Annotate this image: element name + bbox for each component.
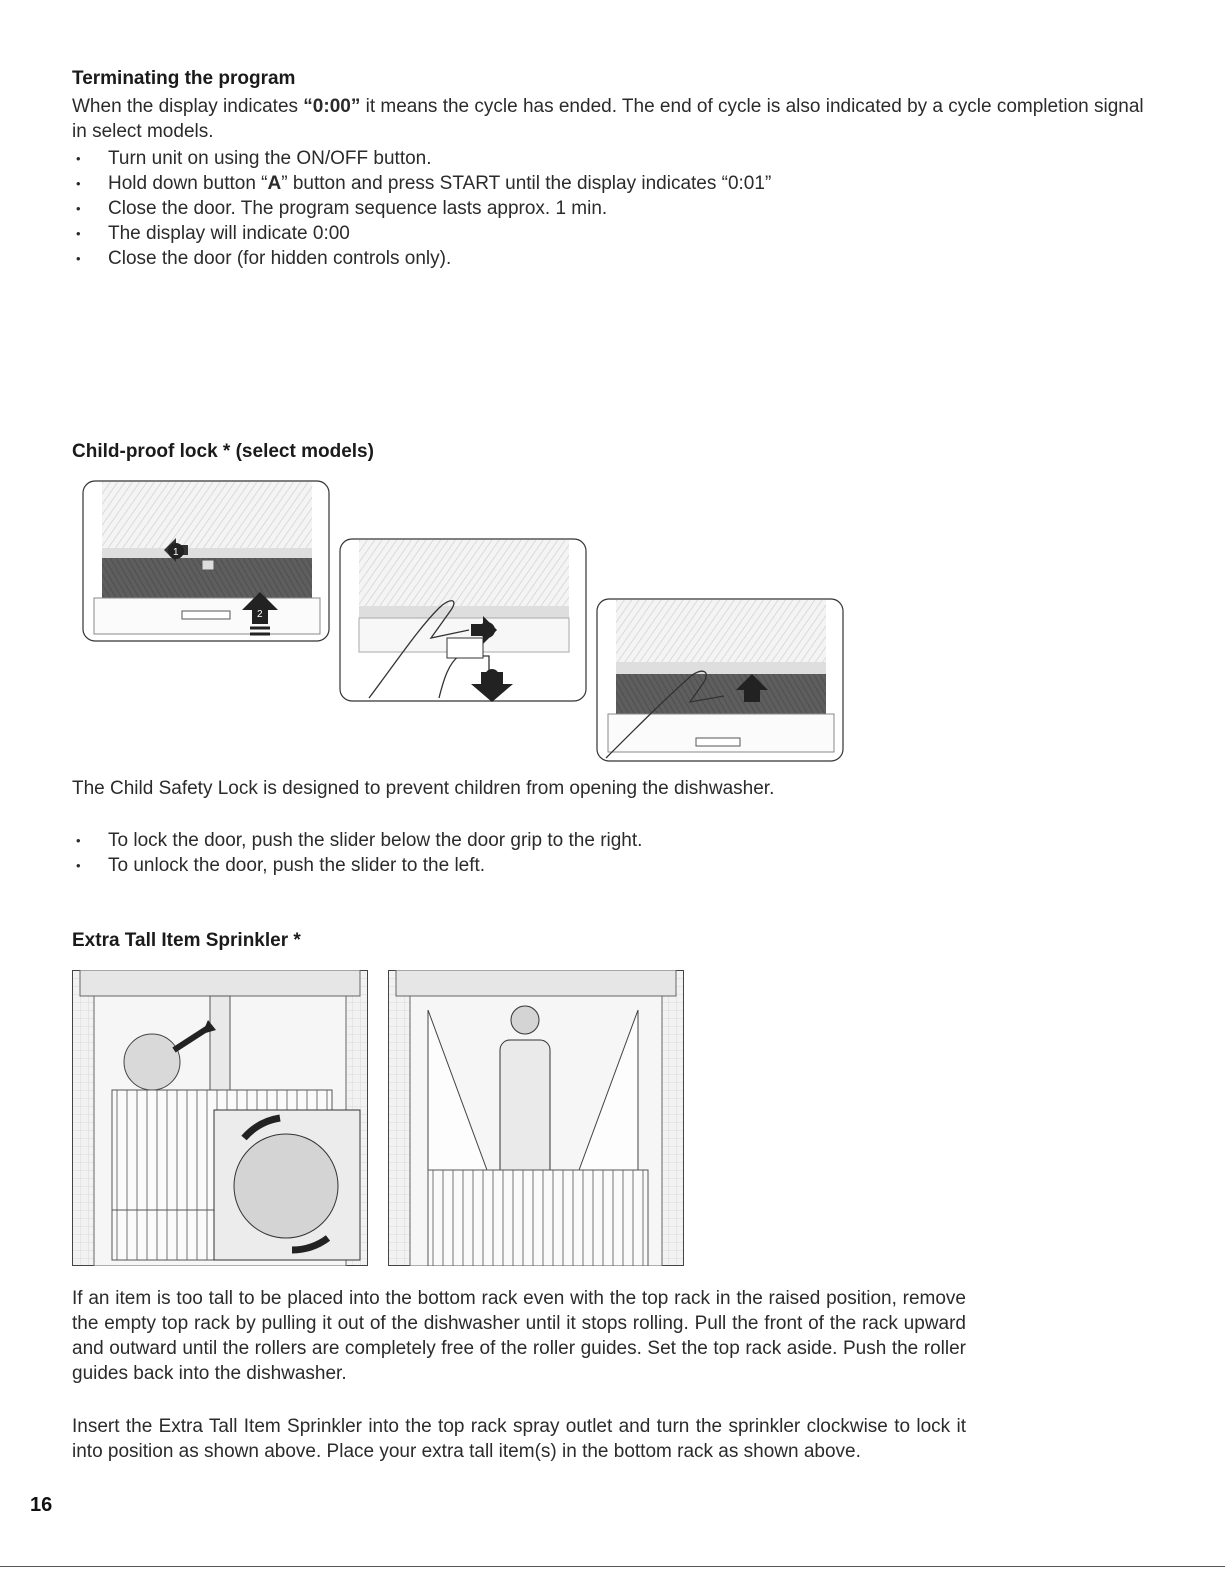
section-heading: Child-proof lock * (select models) — [72, 441, 374, 462]
text-run: When the display indicates — [72, 96, 304, 117]
list-item: • Close the door (for hidden controls only). — [72, 246, 1152, 271]
paragraph: The Child Safety Lock is designed to prevent children from opening the dishwasher. — [72, 778, 775, 799]
child-lock-figure-2 — [339, 538, 587, 704]
bullet-list — [72, 828, 872, 878]
bullet-list — [72, 146, 1152, 271]
list-item: • Turn unit on using the ON/OFF button. — [72, 146, 1152, 171]
bottom-rule — [0, 1566, 1225, 1567]
paragraph: If an item is too tall to be placed into the bottom rack even with the top rack in the raised position, remove the empty top rack by pulling it out of the dishwasher until it stops rolling. Pull the front of the rack upward and outward until the rollers are completely free of the roller guides. Set the top rack aside. Push the roller guides back into the dishwasher. — [72, 1288, 966, 1384]
list-item: • To unlock the door, push the slider to the left. — [72, 853, 872, 878]
list-item — [72, 171, 1152, 196]
sprinkler-figure-2 — [388, 970, 684, 1266]
figure-label-1: 1 — [173, 547, 179, 558]
text-run: Hold down button “ — [108, 173, 268, 194]
section-heading: Extra Tall Item Sprinkler * — [72, 930, 301, 951]
button-name: A — [267, 173, 282, 194]
section-heading: Terminating the program — [72, 68, 296, 89]
list-item: • The display will indicate 0:00 — [72, 221, 1152, 246]
paragraph: Insert the Extra Tall Item Sprinkler into the top rack spray outlet and turn the sprinkler clockwise to lock it into position as shown above. Place your extra tall item(s) in the bottom rack as shown above. — [72, 1416, 966, 1462]
display-value: “0:00” — [303, 96, 361, 117]
list-item: • To lock the door, push the slider below the door grip to the right. — [72, 828, 872, 853]
page-number: 16 — [30, 1494, 53, 1516]
list-item: • Close the door. The program sequence lasts approx. 1 min. — [72, 196, 1152, 221]
child-lock-figure-3 — [596, 598, 844, 764]
sprinkler-figure-1 — [72, 970, 368, 1266]
text-run: ” button and press START until the display indicates “0:01” — [281, 173, 772, 194]
text-run: it means the cycle has ended. The end of cycle is also indicated by a cycle completion signal in select models. — [72, 96, 1144, 142]
paragraph — [72, 94, 1152, 144]
figure-label-2: 2 — [257, 609, 263, 620]
child-lock-figure-1 — [82, 480, 330, 644]
